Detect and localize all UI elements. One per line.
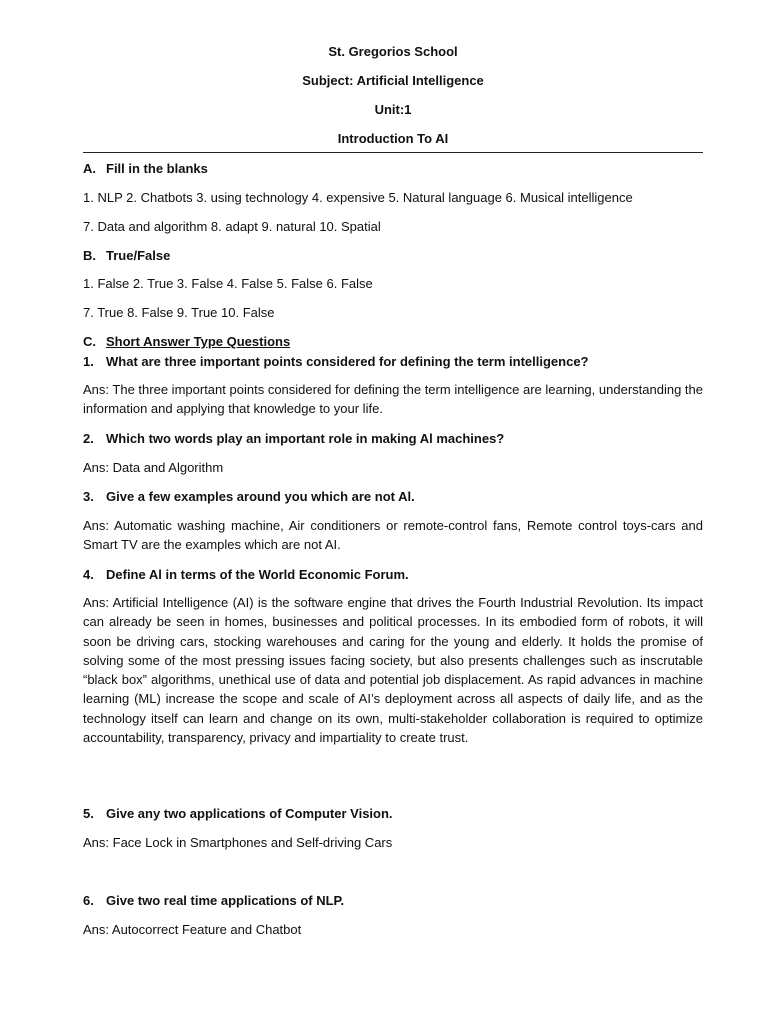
answer-3: Ans: Automatic washing machine, Air conditioners or remote-control fans, Remote control toys-cars and Smart TV are the examples which are not AI.	[83, 518, 703, 553]
question-5-text: Give any two applications of Computer Vision.	[106, 806, 393, 821]
question-6-number: 6.	[83, 893, 94, 908]
section-a-heading	[83, 159, 703, 178]
section-a-answers-2: 7. Data and algorithm 8. adapt 9. natural 10. Spatial	[83, 219, 381, 234]
school-name: St. Gregorios School	[328, 44, 458, 59]
answer-6: Ans: Autocorrect Feature and Chatbot	[83, 922, 302, 937]
question-3-text: Give a few examples around you which are not Al.	[106, 489, 415, 504]
header-divider	[83, 152, 703, 153]
subject-line: Subject: Artificial Intelligence	[302, 73, 484, 88]
question-2	[83, 429, 703, 448]
section-b-title: True/False	[106, 248, 171, 263]
question-1	[83, 352, 703, 371]
section-a-label: A.	[83, 161, 96, 176]
question-3	[83, 487, 703, 506]
section-c-heading	[83, 332, 703, 351]
unit-line: Unit:1	[374, 102, 412, 117]
question-4	[83, 565, 703, 584]
question-1-number: 1.	[83, 354, 94, 369]
question-3-number: 3.	[83, 489, 94, 504]
question-2-number: 2.	[83, 431, 94, 446]
question-6	[83, 891, 703, 910]
question-4-text: Define Al in terms of the World Economic Forum.	[106, 567, 409, 582]
question-5	[83, 804, 703, 823]
section-a-answers-1: 1. NLP 2. Chatbots 3. using technology 4. expensive 5. Natural language 6. Musical intelligence	[83, 190, 633, 205]
section-b-answers-2: 7. True 8. False 9. True 10. False	[83, 305, 275, 320]
question-6-text: Give two real time applications of NLP.	[106, 893, 345, 908]
section-b-heading	[83, 246, 703, 265]
document-title: Introduction To AI	[337, 131, 449, 146]
answer-4: Ans: Artificial Intelligence (AI) is the software engine that drives the Fourth Industrial Revolution. Its impact can already be seen in homes, businesses and political processes. In its embodied form of robots, it will soon be driving cars, stocking warehouses and caring for the young and elderly. It holds the promise of solving some of the most pressing issues facing society, but also presents challenges such as inscrutable “black box” algorithms, unethical use of data and potential job displacement. As rapid advances in machine learning (ML) increase the scope and scale of AI’s deployment across all aspects of daily life, and as the technology itself can learn and change on its own, multi-stakeholder collaboration is required to optimize accountability, transparency, privacy and impartiality to create trust.	[83, 595, 703, 746]
question-4-number: 4.	[83, 567, 94, 582]
section-c-label: C.	[83, 334, 96, 349]
question-1-text: What are three important points considered for defining the term intelligence?	[106, 354, 589, 369]
section-a-title: Fill in the blanks	[106, 161, 208, 176]
section-c-title: Short Answer Type Questions	[106, 334, 291, 349]
question-5-number: 5.	[83, 806, 94, 821]
section-b-label: B.	[83, 248, 96, 263]
answer-2: Ans: Data and Algorithm	[83, 460, 224, 475]
answer-5: Ans: Face Lock in Smartphones and Self-driving Cars	[83, 835, 393, 850]
question-2-text: Which two words play an important role in making Al machines?	[106, 431, 505, 446]
answer-1: Ans: The three important points considered for defining the term intelligence are learning, understanding the information and applying that knowledge to your life.	[83, 382, 703, 417]
section-b-answers-1: 1. False 2. True 3. False 4. False 5. False 6. False	[83, 276, 373, 291]
